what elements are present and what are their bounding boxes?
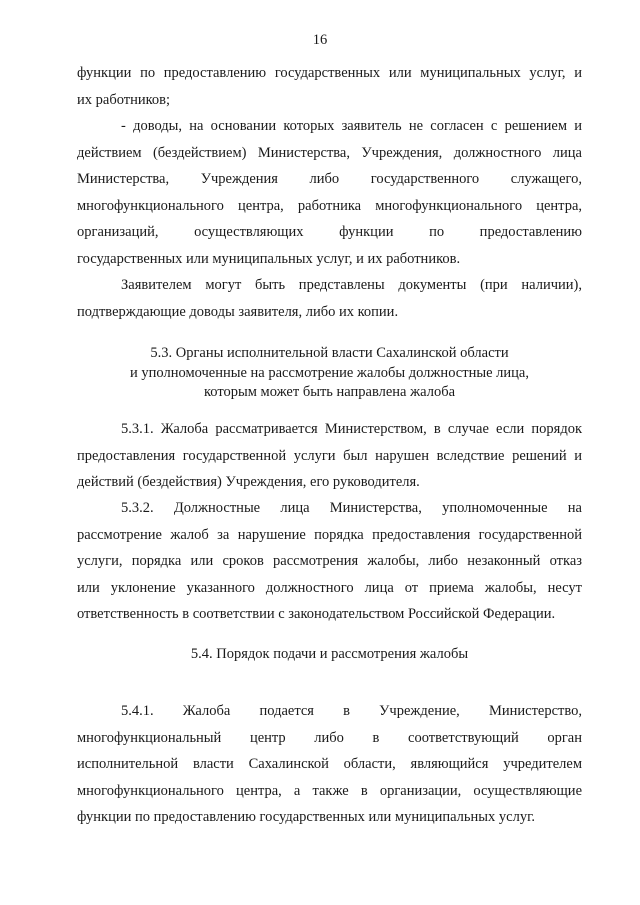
text-line: многофункционального центра, а также в организации, осуществляющие — [77, 782, 582, 799]
page-number: 16 — [312, 32, 328, 48]
text-line: исполнительной власти Сахалинской области, являющийся учредителем — [77, 756, 582, 773]
text-line: ответственность в соответствии с законодательством Российской Федерации. — [77, 606, 556, 623]
section-heading-5-4 — [77, 645, 582, 665]
paragraph-continuation — [77, 60, 582, 113]
section-heading-5-3 — [77, 344, 582, 403]
text-line: - доводы, на основании которых заявитель не согласен с решением и — [121, 118, 582, 134]
text-line: 5.3.2. Должностные лица Министерства, уполномоченные на — [121, 500, 582, 516]
text-line: предоставления государственной услуги был нарушен вследствие решений и — [77, 447, 582, 464]
text-line: действий (бездействия) Учреждения, его руководителя. — [77, 474, 420, 491]
text-line: их работников; — [77, 91, 171, 108]
text-line: многофункционального центра, работника многофункционального центра, — [77, 197, 582, 214]
paragraph-5-4-1 — [77, 698, 582, 831]
text-line: функции по предоставлению государственных или муниципальных услуг, и — [77, 65, 582, 81]
text-line: Министерства, Учреждения либо государственного служащего, — [77, 171, 582, 188]
text-line: 5.3.1. Жалоба рассматривается Министерством, в случае если порядок — [121, 421, 582, 437]
text-line: многофункциональный центр либо в соответствующий орган — [77, 729, 582, 746]
text-line: государственных или муниципальных услуг, и их работников. — [77, 250, 461, 267]
text-line: рассмотрение жалоб за нарушение порядка предоставления государственной — [77, 526, 582, 543]
heading-line: 5.3. Органы исполнительной власти Сахалинской области — [150, 345, 509, 361]
paragraph-arguments — [77, 113, 582, 273]
paragraph-documents — [77, 272, 582, 325]
text-line: или уклонение указанного должностного лица от приема жалобы, несут — [77, 579, 582, 596]
text-line: услуги, порядка или сроков рассмотрения жалобы, либо незаконный отказ — [77, 553, 582, 570]
text-line: организаций, осуществляющих функции по предоставлению — [77, 224, 582, 241]
text-line: функции по предоставлению государственных или муниципальных услуг. — [77, 809, 536, 826]
text-line: Заявителем могут быть представлены документы (при наличии), — [121, 277, 582, 293]
paragraph-5-3-1 — [77, 416, 582, 496]
heading-line: и уполномоченные на рассмотрение жалобы должностные лица, — [130, 364, 529, 381]
paragraph-5-3-2 — [77, 495, 582, 628]
text-line: 5.4.1. Жалоба подается в Учреждение, Министерство, — [121, 703, 582, 719]
heading-line: 5.4. Порядок подачи и рассмотрения жалобы — [190, 646, 469, 662]
heading-line: которым может быть направлена жалоба — [203, 384, 456, 400]
text-line: действием (бездействием) Министерства, Учреждения, должностного лица — [77, 144, 582, 161]
text-line: подтверждающие доводы заявителя, либо их копии. — [77, 303, 399, 320]
